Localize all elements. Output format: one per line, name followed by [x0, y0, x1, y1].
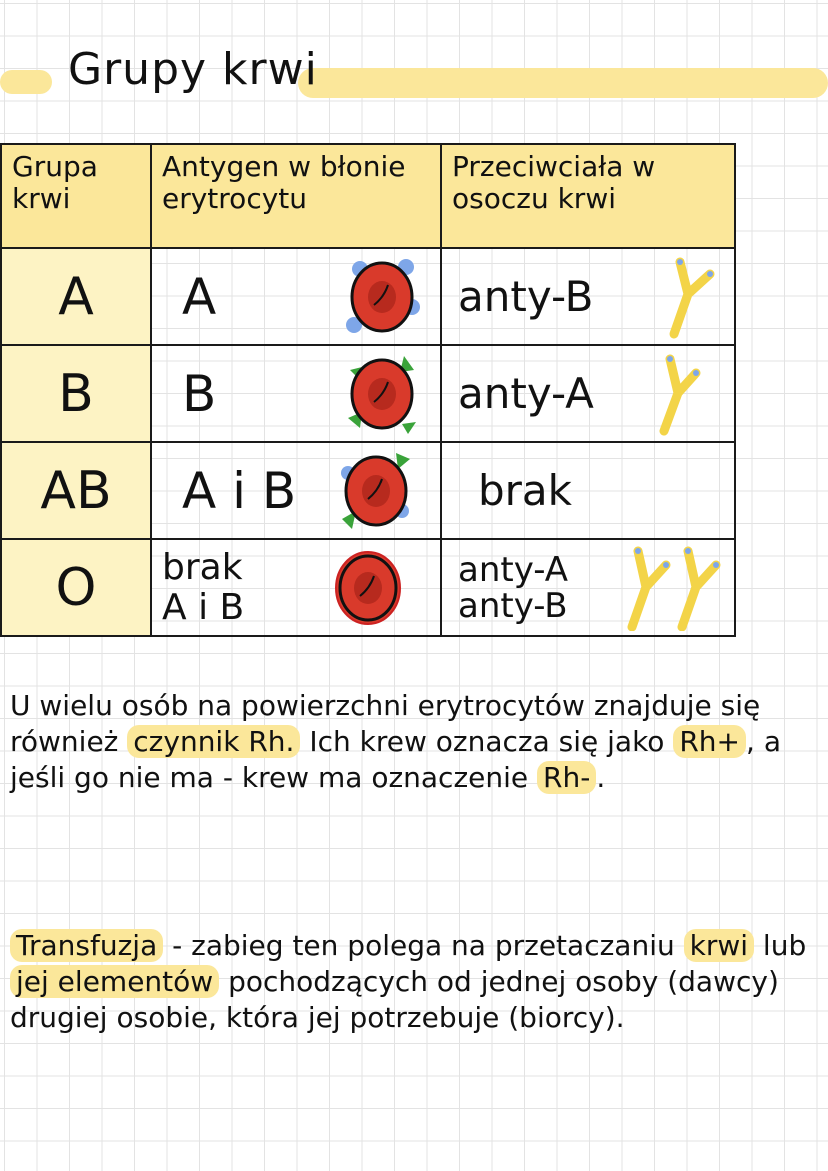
group-cell: AB [1, 442, 151, 539]
paragraph-text: Ich krew oznacza się jako [300, 725, 674, 758]
header-group: Grupa krwi [1, 144, 151, 248]
highlight-rh-plus: Rh+ [673, 725, 746, 758]
highlight-transfusion: Transfuzja [10, 929, 163, 962]
paragraph-text: lub [754, 929, 807, 962]
antigen-cell [151, 248, 441, 345]
rh-factor-paragraph [10, 688, 820, 796]
red-blood-cell-icon [344, 255, 420, 339]
paragraph-text: , a jeśli go nie ma - krew ma oznaczenie [10, 725, 781, 794]
antibody-label: brak [478, 466, 572, 515]
antibody-label: anty-B [458, 272, 594, 321]
antigen-label: A [182, 267, 217, 326]
header-antibody: Przeciwciała w osoczu krwi [441, 144, 735, 248]
antibody-label: anty-A [458, 369, 594, 418]
antigen-label: A i B [182, 461, 297, 520]
group-cell: B [1, 345, 151, 442]
red-blood-cell-icon [344, 352, 420, 436]
highlight-rh-factor: czynnik Rh. [127, 725, 300, 758]
antibody-y-icon [654, 351, 704, 437]
table-row [1, 345, 735, 442]
antigen-cell [151, 539, 441, 636]
highlight-elements: jej elementów [10, 965, 219, 998]
table-row [1, 442, 735, 539]
title-highlight-right [298, 68, 828, 98]
paragraph-text: . [596, 761, 606, 794]
antibody-label: anty-A anty-B [458, 549, 569, 626]
antibody-y-icon [624, 545, 674, 631]
antibody-y-icon [660, 254, 720, 340]
red-blood-cell-icon [330, 546, 406, 630]
antigen-cell [151, 442, 441, 539]
red-blood-cell-icon [338, 449, 414, 533]
antibody-cell [441, 539, 735, 636]
blood-groups-table [0, 143, 736, 637]
antibody-cell [441, 248, 735, 345]
antigen-label: B [182, 364, 217, 423]
paragraph-text: U wielu osób na powierzchni erytrocytów znajduje się również [10, 689, 761, 758]
table-header-row [1, 144, 735, 248]
header-antigen: Antygen w błonie erytrocytu [151, 144, 441, 248]
antibody-cell [441, 345, 735, 442]
group-cell: A [1, 248, 151, 345]
antibody-y-icon [674, 545, 724, 631]
table-row [1, 248, 735, 345]
paragraph-text: pochodzących od jednej osoby (dawcy) drugiej osobie, która jej potrzebuje (biorcy). [10, 965, 779, 1034]
highlight-blood: krwi [684, 929, 754, 962]
antibody-cell [441, 442, 735, 539]
antigen-label: brak A i B [162, 546, 245, 628]
highlight-rh-minus: Rh- [537, 761, 596, 794]
paragraph-text: - zabieg ten polega na przetaczaniu [163, 929, 684, 962]
transfusion-paragraph [10, 928, 820, 1036]
group-cell: O [1, 539, 151, 636]
antigen-cell [151, 345, 441, 442]
page-title: Grupy krwi [68, 44, 318, 95]
table-row [1, 539, 735, 636]
title-highlight-left [0, 70, 52, 94]
